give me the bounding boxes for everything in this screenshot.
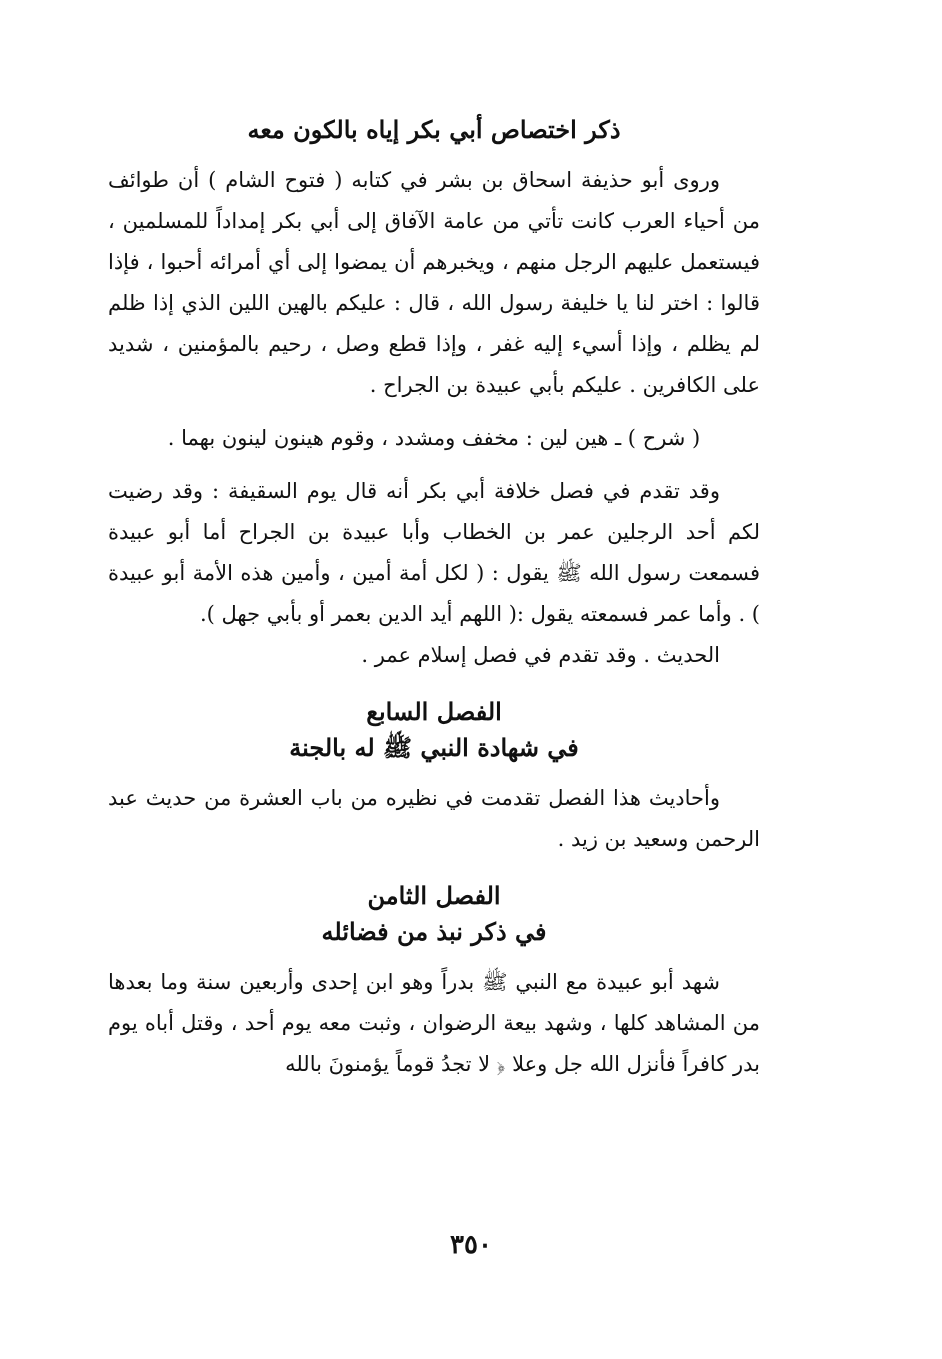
note-line: ( شرح ) ـ هين لين : مخفف ومشدد ، وقوم هينون لينون بهما . [167, 426, 701, 450]
spacer [108, 676, 760, 694]
chapter-8-subtitle: في ذكر نبذ من فضائله [321, 917, 547, 946]
spacer [108, 860, 760, 878]
page-number: ٣٥٠ [450, 1230, 492, 1260]
spacer [108, 406, 760, 418]
spacer [108, 766, 760, 778]
paragraph-saqifa-end: الحديث . وقد تقدم في فصل إسلام عمر . [361, 643, 720, 667]
paragraph-saqifa: وقد تقدم في فصل خلافة أبي بكر أنه قال يوم السقيفة : وقد رضيت لكم أحد الرجلين عمر بن الخطاب وأبا عبيدة بن الجراح أما أبو عبيدة فسمعت رسول الله ﷺ يقول : ( لكل أمة أمين ، وأمين هذه الأمة أبو عبيدة ) . وأما عمر فسمعته يقول :( اللهم أيد الدين بعمر أو بأبي جهل ). [108, 479, 760, 626]
chapter-7-title: الفصل السابع [366, 697, 502, 726]
chapter-8-title: الفصل الثامن [367, 881, 501, 910]
paragraph-abu-hudhayfa: وروى أبو حذيفة اسحاق بن بشر في كتابه ( فتوح الشام ) أن طوائف من أحياء العرب كانت تأتي من عامة الآفاق إلى أبي بكر إمداداً للمسلمين ، فيستعمل عليهم الرجل منهم ، ويخبرهم أن يمضوا إلى أي أمرائه أحبوا ، فإذا قالوا : اختر لنا يا خليفة رسول الله ، قال : عليكم بالهين اللين الذي إذا ظلم لم يظلم ، وإذا أسيء إليه غفر ، وإذا قطع وصل ، رحيم بالمؤمنين ، شديد على الكافرين . عليكم بأبي عبيدة بن الجراح . [108, 168, 760, 397]
spacer [108, 950, 760, 962]
chapter-7-subtitle: في شهادة النبي ﷺ له بالجنة [289, 733, 579, 762]
page-content [108, 112, 760, 1085]
paragraph-chapter-7: وأحاديث هذا الفصل تقدمت في نظيره من باب العشرة من حديث عبد الرحمن وسعيد بن زيد . [108, 786, 760, 851]
spacer [108, 459, 760, 471]
spacer [108, 148, 760, 160]
section-title: ذكر اختصاص أبي بكر إياه بالكون معه [247, 115, 621, 144]
paragraph-chapter-8: شهد أبو عبيدة مع النبي ﷺ بدراً وهو ابن إحدى وأربعين سنة وما بعدها من المشاهد كلها ، وشهد بيعة الرضوان ، وثبت معه يوم أحد ، وقتل أباه يوم بدر كافراً فأنزل الله جل وعلا ﴿ لا تجدُ قوماً يؤمنونَ بالله [108, 970, 760, 1076]
